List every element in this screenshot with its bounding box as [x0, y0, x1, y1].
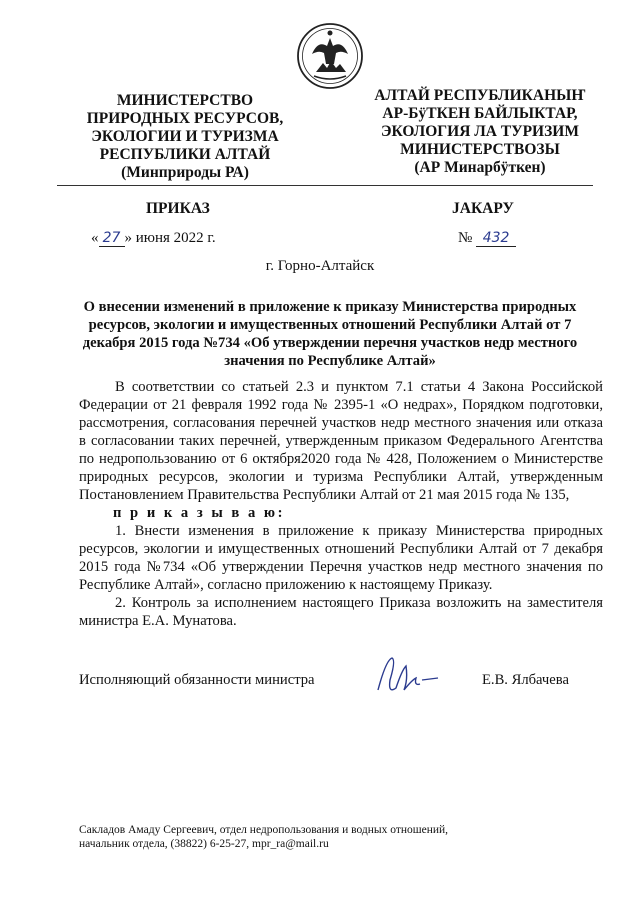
- signer-name: Е.В. Ялбачева: [482, 672, 569, 688]
- order-item-2: 2. Контроль за исполнением настоящего Приказа возложить на заместителя министра Е.А. Мунатова.: [79, 595, 603, 629]
- header-right-line-3: ЭКОЛОГИЯ ЛА ТУРИЗИМ: [381, 123, 579, 140]
- header-left-line-4: РЕСПУБЛИКИ АЛТАЙ: [99, 146, 271, 163]
- coat-of-arms-emblem: [296, 20, 364, 92]
- header-right-line-1: АЛТАЙ РЕСПУБЛИКАНЫҤ: [374, 87, 586, 104]
- header-right-line-5: (АР Минарбÿткен): [414, 159, 546, 176]
- date-day: 27: [99, 230, 125, 247]
- city-line: г. Горно-Алтайск: [265, 258, 375, 274]
- doc-number: [458, 230, 516, 247]
- document-body: [79, 378, 603, 630]
- doc-date: [91, 230, 216, 247]
- header-left-line-2: ПРИРОДНЫХ РЕСУРСОВ,: [86, 110, 284, 127]
- number-prefix: №: [458, 230, 473, 246]
- doc-type-russian: ПРИКАЗ: [146, 200, 210, 217]
- number-value: 432: [476, 230, 516, 247]
- doc-type-altai: JАКАРУ: [452, 200, 514, 217]
- footer-line-2: начальник отдела, (38822) 6-25-27, mpr_ra@mail.ru: [79, 838, 329, 850]
- ministry-header-altai: [355, 87, 605, 177]
- header-left-line-5: (Минприроды РА): [121, 164, 249, 181]
- order-heading: п р и к а з ы в а ю:: [113, 505, 285, 521]
- order-item-1: 1. Внести изменения в приложение к приказу Министерства природных ресурсов, экологии и имущественных отношений Республики Алтай от 7 декабря 2015 года №734 «Об утверждении Перечня участков недр местного значения по Республике Алтай», согласно приложению к настоящему Приказу.: [79, 523, 603, 593]
- date-month-year: » июня 2022 г.: [124, 230, 216, 246]
- ministry-header-russian: [60, 92, 310, 182]
- header-left-line-3: ЭКОЛОГИИ И ТУРИЗМА: [91, 128, 279, 145]
- preamble-paragraph: В соответствии со статьей 2.3 и пунктом 7.1 статьи 4 Закона Российской Федерации от 21 февраля 1992 года № 2395-1 «О недрах», Порядком подготовки, рассмотрения, согласования перечней участков недр местного значения или отказа в согласовании таких перечней, утвержденным приказом Федерального Агентства по недропользованию от 6 октября2020 года № 428, Положением о Министерстве природных ресурсов, экологии и туризма Республики Алтай, утвержденным Постановлением Правительства Республики Алтай от 21 мая 2015 года № 135,: [79, 379, 603, 503]
- footer-line-1: Сакладов Амаду Сергеевич, отдел недропользования и водных отношений,: [79, 824, 449, 836]
- document-title: О внесении изменений в приложение к приказу Министерства природных ресурсов, экологии и имущественных отношений Республики Алтай от 7 декабря 2015 года №734 «Об утверждении перечня участков недр местного значения по Республике Алтай»: [82, 299, 578, 369]
- header-left-line-1: МИНИСТЕРСТВО: [116, 92, 254, 109]
- handwritten-signature: [372, 650, 442, 702]
- executor-footer: [79, 823, 448, 851]
- header-right-line-2: АР-БÿТКЕН БАЙЛЫКТАР,: [382, 105, 578, 122]
- signer-position: Исполняющий обязанности министра: [79, 672, 315, 688]
- header-divider: [57, 185, 593, 186]
- header-right-line-4: МИНИСТЕРСТВОЗЫ: [400, 141, 560, 158]
- date-open-quote: «: [91, 230, 99, 246]
